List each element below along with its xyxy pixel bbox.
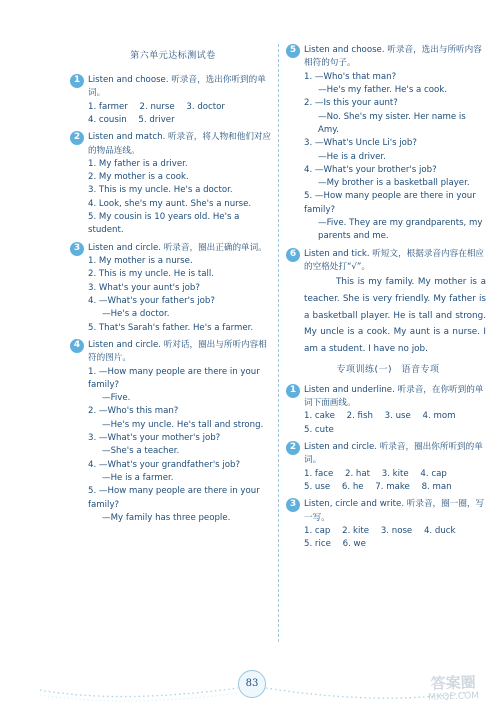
listening-passage: This is my family. My mother is a teacher. She is very friendly. My father is a basketball player. He is tall and strong. My uncle is a cook. My aunt is a nurse. I am a student. I have no job. — [304, 277, 486, 355]
script-line: —No. She's my sister. Her name is Amy. — [318, 111, 466, 135]
script-line: 3. This is my uncle. He's a doctor. — [88, 185, 233, 196]
script-line: 2. —Who's this man? — [88, 406, 179, 417]
script-line: 3. —What's your mother's job? — [88, 433, 221, 444]
word-item: 1. cap — [304, 525, 331, 536]
script-line: 4. —What's your grandfather's job? — [88, 459, 241, 470]
word-item: 3. use — [384, 411, 411, 422]
word-row — [88, 101, 272, 114]
section-number-badge: 2 — [286, 441, 300, 455]
section-instruction: Listen and choose. 听录音，选出你听到的单词。 — [88, 74, 266, 99]
word-item: 7. make — [375, 481, 410, 492]
script-line: 4. —What's your father's job? — [88, 295, 215, 306]
section-2 — [74, 131, 272, 238]
word-item: 3. doctor — [186, 101, 225, 112]
word-item: 1. face — [304, 468, 334, 479]
script-line: —He is a driver. — [318, 151, 386, 162]
word-item: 3. kite — [381, 468, 409, 479]
section-instruction: Listen and match. 听录音，将人物和他们对应的物品连线。 — [88, 132, 272, 156]
word-item: 5. driver — [138, 114, 175, 125]
word-item: 4. cousin — [88, 114, 127, 125]
section-number-badge: 1 — [286, 384, 300, 398]
word-row — [304, 525, 486, 538]
script-line: 5. —How many people are there in your family? — [304, 191, 476, 215]
word-row — [304, 481, 486, 494]
word-item: 6. we — [342, 539, 366, 550]
section-4 — [74, 339, 272, 525]
section-instruction: Listen and choose. 听录音，选出与所听内容相符的句子。 — [304, 45, 482, 69]
section-6 — [290, 248, 486, 358]
script-line: 5. That's Sarah's father. He's a farmer. — [88, 322, 254, 333]
section-number-badge: 2 — [70, 131, 84, 145]
word-row — [304, 424, 486, 437]
word-item: 4. duck — [423, 525, 456, 536]
site-watermark-logo — [427, 671, 479, 706]
script-line: —My family has three people. — [102, 512, 231, 523]
script-line: —He's a doctor. — [102, 309, 170, 320]
section-instruction: Listen and tick. 听短文，根据录音内容在相应的空格处打“√”。 — [304, 248, 485, 272]
left-column — [74, 0, 272, 529]
word-item: 1. cake — [304, 411, 335, 422]
word-row — [88, 114, 272, 127]
phonics-section-2 — [290, 441, 486, 494]
word-item: 2. fish — [346, 411, 373, 422]
script-line: 2. —Is this your aunt? — [304, 98, 398, 109]
section-1 — [74, 74, 272, 127]
section-number-badge: 4 — [70, 339, 84, 353]
word-item: 4. cap — [420, 468, 447, 479]
word-item: 5. rice — [304, 539, 331, 550]
script-line: 5. My cousin is 10 years old. He's a student. — [88, 212, 240, 236]
script-line: —He's my uncle. He's tall and strong. — [102, 419, 264, 430]
script-line: 1. —Who's that man? — [304, 71, 397, 82]
phonics-section-1 — [290, 384, 486, 437]
page-number: 83 — [238, 670, 266, 698]
section-number-badge: 6 — [286, 248, 300, 262]
word-item: 3. nose — [380, 525, 413, 536]
script-line: 1. My father is a driver. — [88, 158, 188, 169]
script-line: 1. My mother is a nurse. — [88, 256, 193, 266]
right-column — [290, 44, 486, 556]
section-instruction: Listen, circle and write. 听录音，圈一圈，写一写。 — [304, 499, 485, 523]
word-item: 5. use — [304, 481, 331, 492]
watermark-url: MXQE.COM — [428, 691, 480, 704]
script-line: —He is a farmer. — [102, 473, 174, 483]
word-row — [304, 468, 486, 481]
section-number-badge: 5 — [286, 44, 300, 58]
special-training-title: 专项训练(一) 语音专项 — [336, 364, 440, 375]
script-line: —He's my father. He's a cook. — [318, 84, 447, 95]
word-item: 8. man — [421, 481, 452, 492]
word-item: 2. hat — [344, 468, 370, 479]
script-line: 4. —What's your brother's job? — [304, 164, 437, 175]
script-line: 4. Look, she's my aunt. She's a nurse. — [88, 198, 252, 209]
section-3 — [74, 242, 272, 335]
word-item: 5. cute — [304, 424, 334, 435]
script-line: 2. This is my uncle. He is tall. — [88, 269, 214, 280]
word-item: 2. nurse — [139, 101, 175, 112]
section-number-badge: 3 — [70, 242, 84, 256]
script-line: —My brother is a basketball player. — [318, 178, 470, 189]
section-number-badge: 3 — [286, 498, 300, 512]
phonics-section-3 — [290, 498, 486, 551]
word-item: 4. mom — [422, 411, 456, 422]
word-row — [304, 410, 486, 423]
word-item: 1. farmer — [88, 101, 128, 112]
script-line: —Five. — [102, 393, 131, 404]
script-line: 2. My mother is a cook. — [88, 172, 189, 183]
word-item: 2. kite — [342, 525, 370, 536]
script-line: 1. —How many people are there in your family? — [88, 366, 260, 390]
section-instruction: Listen and circle. 听对话，圈出与所听内容相符的图片。 — [88, 339, 267, 364]
script-line: 3. What's your aunt's job? — [88, 282, 200, 293]
section-instruction: Listen and underline. 听录音，在你听到的单词下面画线。 — [304, 384, 484, 409]
script-line: 5. —How many people are there in your family? — [88, 486, 260, 510]
word-row — [304, 538, 486, 551]
section-instruction: Listen and circle. 听录音，圈出你所听到的单词。 — [304, 442, 483, 466]
word-item: 6. he — [341, 481, 364, 492]
section-instruction: Listen and circle. 听录音，圈出正确的单词。 — [88, 242, 267, 253]
script-line: —She's a teacher. — [102, 446, 180, 457]
script-line: 3. —What's Uncle Li's job? — [304, 138, 417, 149]
column-divider — [278, 44, 279, 642]
script-line: —Five. They are my grandparents, my parents and me. — [318, 218, 483, 242]
watermark-text: 答案圈 — [430, 673, 476, 693]
unit-test-title: 第六单元达标测试卷 — [130, 51, 216, 61]
section-5 — [290, 44, 486, 244]
section-number-badge: 1 — [70, 74, 84, 88]
